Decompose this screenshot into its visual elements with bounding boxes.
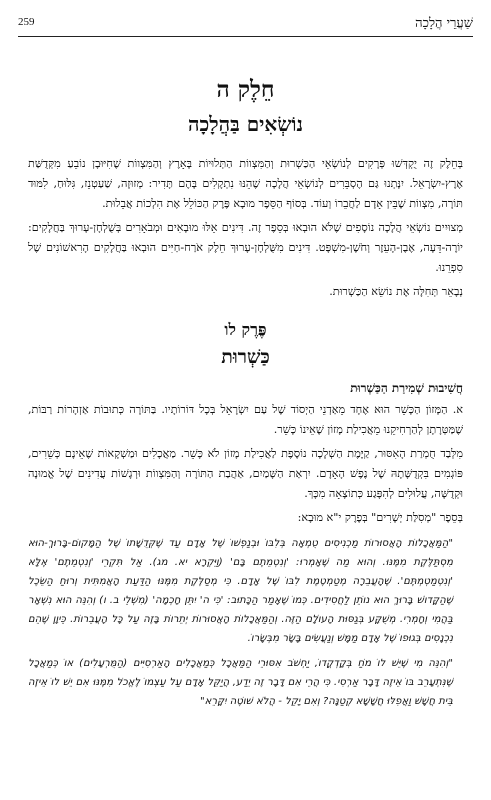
quote-block-2: "וְהִנֵּה מִי שֶׁיֵּשׁ לוֹ מֹחַ בְּקָדְקֳדוֹ, יַחְשֹׁב אִסּוּרֵי הַמַּאֲכָל כְּמַאֲכָלִים הָאַרְסִיִּים (הַמֻּרְעָלִים) אוֹ כְּמַאֲכָל שֶׁנִּתְעָרֵב בּוֹ אֵיזֶה דָּבָר אַרְסִי. כִּי הֲרֵי אִם דָּבָר זֶה יֵדַע, הֲיַקֵּל אָדָם עַל עַצְמוֹ לֶאֱכֹל מִמֶּנּוּ אִם יֵשׁ לוֹ אֵיזֶה בֵּית חֲשָׁשׁ וַאֲפִלּוּ חֲשָׁשָׁא קְטַנָּה? וְאִם יָקֵל - הֲלֹא שׁוֹטֶה יִקָּרֵא": [28, 658, 453, 707]
section-heading: חֲשִׁיבוּת שְׁמִירַת הַכַּשְׁרוּת: [350, 381, 463, 395]
chapter-title: כַּשְׁרוּת: [221, 346, 270, 368]
section-paragraph-2: מִלְּבַד חֻמְרַת הָאִסּוּר, קַיֶּמֶת הַשְׁלָכָה נוֹסֶפֶת לַאֲכִילַת מָזוֹן לֹא כָּשֵׁר. מַאֲכָלִים וּמַשְׁקָאוֹת שֶׁאֵינָם כְּשֵׁרִים, פּוֹגְמִים בִּקְדֻשָּׁתָהּ שֶׁל נֶפֶשׁ הָאָדָם. יִרְאַת הַשָּׁמַיִם, אַהֲבַת הַתּוֹרָה וְהַמִּצְווֹת וּרְגָשׁוֹת עֲדִינִים שֶׁל אֱמוּנָה וּקְדֻשָּׁה, עֲלוּלִים לְהִפָּגַע כְּתוֹצָאָה מִכָּךְ.: [28, 447, 463, 500]
part-title: חֵלֶק ה: [216, 76, 275, 103]
intro-paragraph-1: בְּחֵלֶק זֶה יֻקְדְּשׁוּ פְּרָקִים לְנוֹשְׂאֵי הַכַּשְׁרוּת וְהַמִּצְווֹת הַתְּלוּיוֹת בָּאָרֶץ וְהַמִּצְווֹת שֶׁחִיּוּבָן נוֹבֵעַ מִקְּדֻשַּׁת אֶרֶץ-יִשְׂרָאֵל. יִנָּתְנוּ גַּם הֶסְבֵּרִים לְנוֹשְׂאֵי הֲלָכָה שֶׁהֵנּוּ נִתְקָלִים בָּהֶם תָּדִיר: מְזוּזָה, שַׁעַטְנֵז, גִּלּוּחַ, לִמּוּד תּוֹרָה, מִצְווֹת שֶׁבֵּין אָדָם לַחֲבֵרוֹ וְעוֹד. בְּסוֹף הַסֵּפֶר מוּבָא פֶּרֶק הַכּוֹלֵל אֶת הִלְכוֹת אֲבֵלוּת.: [28, 157, 463, 210]
running-header: [18, 12, 473, 37]
quote-block-1: "הַמַּאֲכָלוֹת הָאֲסוּרוֹת מַכְנִיסִים טֻמְאָה בְּלִבּוֹ וּבְנַפְשׁוֹ שֶׁל אָדָם עַד שֶׁקְּדֻשָּׁתוֹ שֶׁל הַמָּקוֹם-בָּרוּךְ-הוּא מִסְתַּלֶּקֶת מִמֶּנּוּ. וְהוּא מַה שֶּׁאָמְרוּ: 'וְנִטְמֵתֶם בָּם' (וַיִּקְרָא יא. מג). אַל תִּקְרֵי 'וְנִטְמֵתֶם' אֶלָּא 'וְנִטְמַטְמְתֶּם'. שֶׁהָעֲבֵרָה מְטַמְטֶמֶת לִבּוֹ שֶׁל אָדָם. כִּי מְסַלֶּקֶת מִמֶּנּוּ הַדַּעַת הָאֲמִתִּית וְרוּחַ הַשֵּׂכֶל שֶׁהַקָּדוֹשׁ בָּרוּךְ הוּא נוֹתֵן לַחֲסִידִים. כְּמוֹ שֶׁאָמַר הַכָּתוּב: 'כִּי ה' יִתֵּן חָכְמָה' (מִשְׁלֵי ב. ו) וְהִנֵּה הוּא נִשְׁאָר בַּהֲמִי וְחָמְרִי. מְשֻׁקָּע בְּגַסּוּת הָעוֹלָם הַזֶּה. וְהַמַּאֲכָלוֹת הָאֲסוּרוֹת יְתֵרוֹת בָּזֶה עַל כָּל הָעֲבֵרוֹת. כֵּיוָן שֶׁהֵם נִכְנָסִים בְּגוּפוֹ שֶׁל אָדָם מַמָּשׁ וְנַעֲשִׂים בָּשָׂר מִבְּשָׂרוֹ.: [28, 538, 453, 644]
intro-paragraph-2: מְצוּיִים נוֹשְׂאֵי הֲלָכָה נוֹסָפִים שֶׁלֹּא הוּבְאוּ בְּסֵפֶר זֶה. דִּינִים אֵלּוּ מוּבָאִים וּמְבֹאָרִים בְּשֻׁלְחָן-עָרוּךְ בַּחֲלָקִים: יוֹרֶה-דֵּעָה, אֶבֶן-הָעֵזֶר וְחֹשֶׁן-מִשְׁפָּט. דִּינִים מִשֻּׁלְחָן-עָרוּךְ חֵלֶק אֹרַח-חַיִּים הוּבְאוּ בַּחֲלָקִים הָרִאשׁוֹנִים שֶׁל סִפְרֵנוּ.: [28, 221, 463, 274]
running-title: שַׁעֲרֵי הֲלָכָה: [415, 16, 473, 31]
section-paragraph-3: בְּסֵפֶר "מְסִלַּת יְשָׁרִים" בְּפֶרֶק י"א מוּבָא:: [297, 511, 463, 524]
page-number: 259: [18, 16, 35, 28]
part-subtitle: נוֹשְׂאִים בַּהֲלָכָה: [187, 112, 304, 136]
section-paragraph-1: א. הַמָּזוֹן הַכָּשֵׁר הוּא אֶחָד מֵאַדְנֵי הַיְסוֹד שֶׁל עַם יִשְׂרָאֵל בְּכָל דּוֹרוֹתָיו. בַּתּוֹרָה כְּתוּבוֹת אַזְהָרוֹת רַבּוֹת, שֶׁמַּטְּרָתָן לְהַרְחִיקֵנוּ מֵאֲכִילַת מָזוֹן שֶׁאֵינוֹ כָּשֵׁר.: [28, 403, 463, 436]
intro-paragraph-3: נְבָאֵר תְּחִלָּה אֶת נוֹשֵׂא הַכַּשְׁרוּת.: [329, 285, 463, 298]
chapter-number: פֶּרֶק לו: [224, 320, 267, 339]
